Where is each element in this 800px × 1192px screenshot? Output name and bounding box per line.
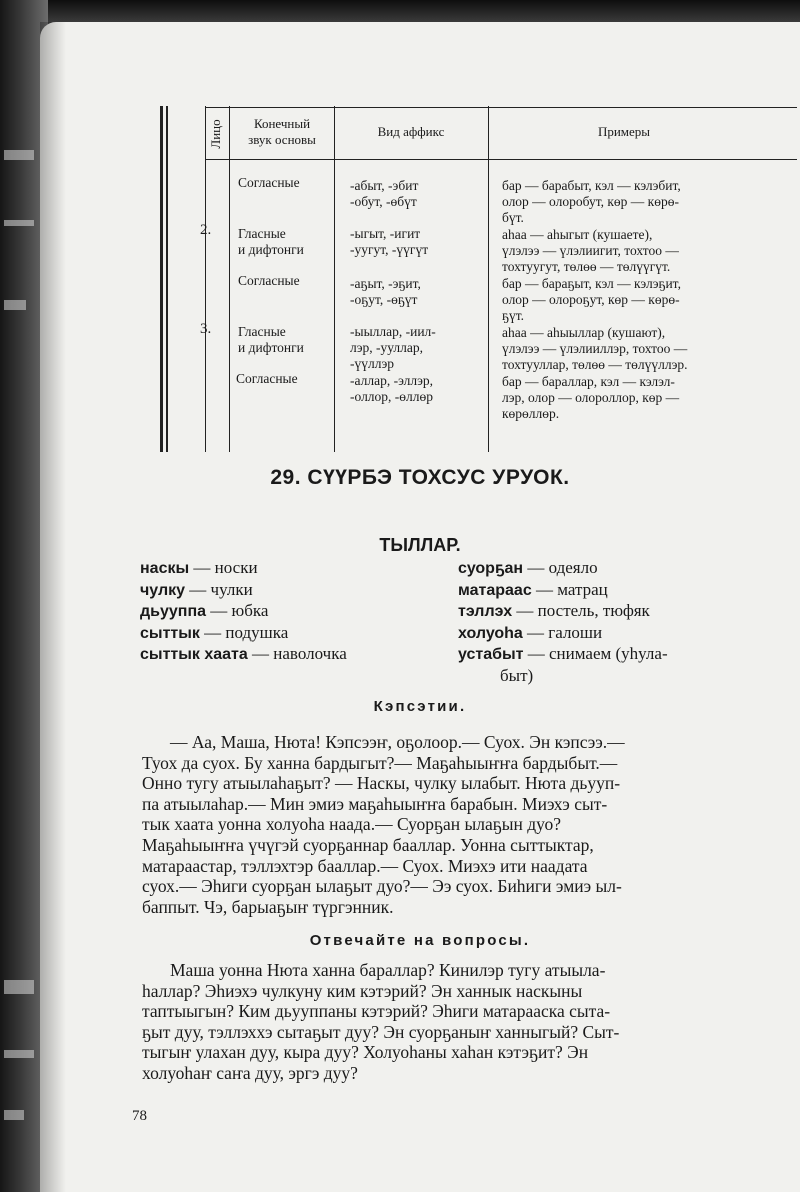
header-examples: Примеры	[597, 124, 651, 139]
vocab-item: сыттык — подушка	[140, 622, 289, 642]
row-ending: Гласные и дифтонги	[238, 226, 304, 257]
lesson-title: 29. СҮҮРБЭ ТОХСУС УРУОК.	[270, 466, 570, 489]
row-affix: -ыгыт, -игит -уугут, -үүгүт	[350, 226, 429, 257]
vocab-item: холуоhа — галоши	[458, 622, 603, 642]
conjugation-table	[160, 106, 800, 452]
row-ending: Согласные	[236, 371, 298, 386]
row-person: 2.	[200, 222, 212, 238]
row-ending: Согласные	[238, 273, 300, 288]
vocab-item-continuation: быт)	[500, 665, 534, 685]
row-examples: аhаа — аhыыллар (кушают), үлэлээ — үлэлииллэр, тохтоо — тохтууллар, төлөө — төлүүллэр.	[502, 325, 688, 373]
row-affix: -ыыллар, -иил- лэр, -ууллар, -үүллэр	[350, 324, 436, 371]
vocab-item: сыттык хаата — наволочка	[140, 644, 347, 663]
vocab-item: наскы — носки	[140, 558, 258, 577]
questions-heading: Отвечайте на вопросы.	[309, 932, 531, 949]
header-person: Лицо	[208, 119, 223, 149]
words-heading: ТЫЛЛАР.	[379, 535, 461, 555]
row-person: 3.	[200, 321, 212, 337]
row-ending: Согласные	[238, 175, 300, 190]
vocab-right-column	[458, 558, 668, 686]
vocab-item: устабыт — снимаем (уhула-	[458, 644, 668, 663]
row-examples: бар — бараллар, кэл — кэлэл- лэр, олор — олороллор, көр — көрөллөр.	[502, 374, 680, 422]
vocab-left-column	[140, 558, 347, 666]
book-page	[40, 22, 800, 1192]
vocab-item: дьууппа — юбка	[140, 601, 269, 620]
vocab-item: чулку — чулки	[140, 579, 253, 599]
row-ending: Гласные и дифтонги	[238, 324, 304, 355]
row-examples: аhаа — аhыгыт (кушаете), үлэлээ — үлэлиигит, тохтоо — тохтуугут, төлөө — төлүүгүт.	[502, 227, 679, 275]
vocab-item: матараас — матрац	[458, 579, 608, 599]
row-affix: -аллар, -эллэр, -оллор, -өллөр	[350, 373, 434, 404]
row-affix: -абыт, -эбит -обут, -өбүт	[350, 178, 419, 209]
vocab-item: суорҕан — одеяло	[458, 558, 598, 577]
row-affix: -аҕыт, -эҕит, -оҕут, -өҕүт	[350, 276, 421, 307]
row-examples: бар — бараҕыт, кэл — кэлэҕит, олор — олороҕут, көр — көрө- ҕүт.	[502, 276, 681, 324]
row-examples: бар — барабыт, кэл — кэлэбит, олор — олоробут, көр — көрө- бүт.	[502, 178, 681, 226]
dialogue-heading: Кэпсэтии.	[373, 698, 467, 715]
header-ending: Конечный звук основы	[248, 116, 316, 147]
questions-text: Маша уонна Нюта ханна бараллар? Кинилэр тугу атыыла- hаллар? Эhиэхэ чулкуну ким кэтэрий? Эн ханнык наскыны таптыыгын? Ким дьууппаны кэтэрий? Эhиги матарааска сыта- ҕыт дуу, тэллэххэ сытаҕыт дуу? Эн суорҕаныҥ ханныгый? Сыт- тыгыҥ улахан дуу, кыра дуу? Холуоhаны хаhан кэтэҕит? Эн холуоhаҥ саҥа дуу, эргэ дуу?	[142, 960, 620, 1083]
header-affix: Вид аффикс	[377, 124, 445, 139]
vocab-item: тэллэх — постель, тюфяк	[458, 601, 650, 620]
dialogue-text: — Аа, Маша, Нюта! Кэпсээҥ, оҕолоор.— Суох. Эн кэпсээ.— Туох да суох. Бу ханна бардыгыт?— Маҕаhыыҥҥа бардыбыт.— Онно тугу атыылаhаҕыт? — Наскы, чулку ылабыт. Нюта дьууп- па атыылаhар.— Мин эмиэ маҕаhыыҥҥа барабын. Миэхэ сыт- тык хаата уонна холуоhа наада.— Суорҕан ылаҕын дуо? Маҕаhыыҥҥа үчүгэй суорҕаннар бааллар. Уонна сыттыктар, матараастар, тэллэхтэр бааллар.— Суох. Миэхэ ити наадата суох.— Эhиги суорҕан ылаҕыт дуо?— Ээ суох. Биhиги эмиэ ыл- баппыт. Чэ, барыаҕыҥ түргэнник.	[142, 732, 625, 917]
page-number: 78	[132, 1108, 147, 1124]
